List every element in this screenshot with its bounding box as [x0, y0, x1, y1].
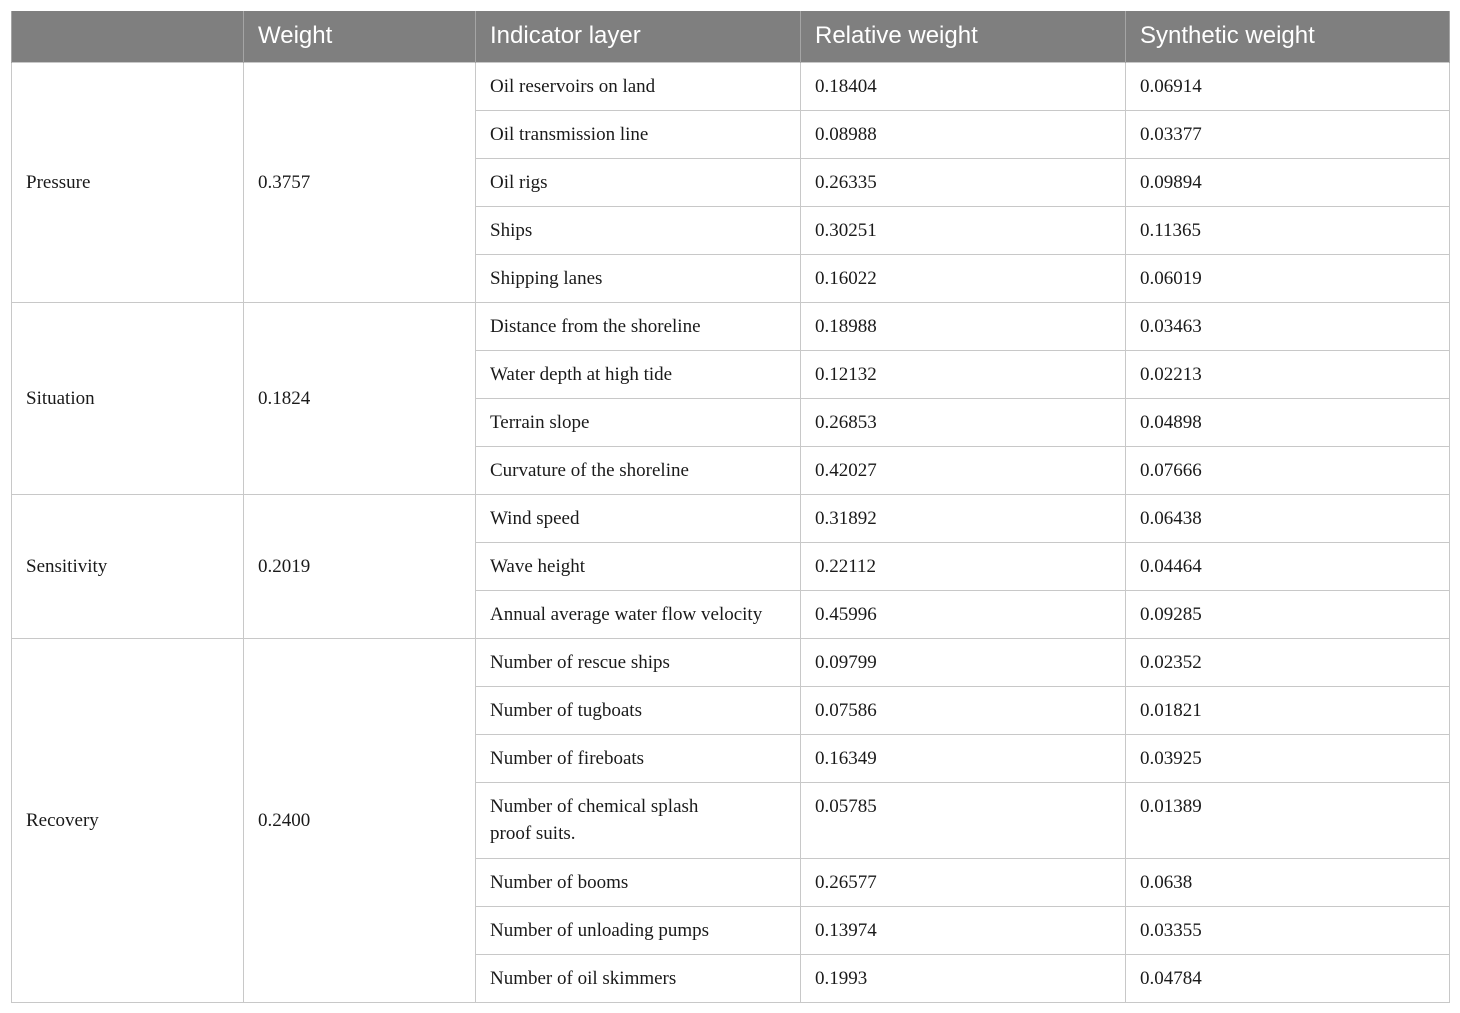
relative-weight-cell: 0.18988 [801, 302, 1126, 350]
header-indicator-layer: Indicator layer [476, 11, 801, 62]
indicator-cell: Oil rigs [476, 158, 801, 206]
relative-weight-cell: 0.16022 [801, 254, 1126, 302]
relative-weight-cell: 0.26853 [801, 398, 1126, 446]
criterion-cell: Situation [12, 302, 244, 494]
relative-weight-cell: 0.12132 [801, 350, 1126, 398]
criterion-cell: Pressure [12, 62, 244, 302]
indicator-cell: Number of tugboats [476, 686, 801, 734]
relative-weight-cell: 0.42027 [801, 446, 1126, 494]
indicator-cell: Number of fireboats [476, 734, 801, 782]
header-criterion [12, 11, 244, 62]
header-weight: Weight [244, 11, 476, 62]
table-body [12, 62, 1450, 1002]
table-row [12, 494, 1450, 542]
criterion-weight-cell: 0.2400 [244, 638, 476, 1002]
relative-weight-cell: 0.05785 [801, 782, 1126, 858]
synthetic-weight-cell: 0.04898 [1126, 398, 1450, 446]
indicator-cell: Annual average water flow velocity [476, 590, 801, 638]
synthetic-weight-cell: 0.06914 [1126, 62, 1450, 110]
criterion-weight-cell: 0.1824 [244, 302, 476, 494]
relative-weight-cell: 0.16349 [801, 734, 1126, 782]
table-row [12, 62, 1450, 110]
synthetic-weight-cell: 0.09285 [1126, 590, 1450, 638]
indicator-cell: Wind speed [476, 494, 801, 542]
table-row [12, 638, 1450, 686]
indicator-cell: Wave height [476, 542, 801, 590]
table-row [12, 302, 1450, 350]
relative-weight-cell: 0.26335 [801, 158, 1126, 206]
indicator-cell: Oil transmission line [476, 110, 801, 158]
relative-weight-cell: 0.13974 [801, 906, 1126, 954]
synthetic-weight-cell: 0.04784 [1126, 954, 1450, 1002]
header-row [12, 11, 1450, 62]
synthetic-weight-cell: 0.06438 [1126, 494, 1450, 542]
relative-weight-cell: 0.26577 [801, 858, 1126, 906]
indicator-cell: Shipping lanes [476, 254, 801, 302]
synthetic-weight-cell: 0.01389 [1126, 782, 1450, 858]
relative-weight-cell: 0.30251 [801, 206, 1126, 254]
indicator-cell: Terrain slope [476, 398, 801, 446]
indicator-cell: Water depth at high tide [476, 350, 801, 398]
indicator-cell: Number of rescue ships [476, 638, 801, 686]
relative-weight-cell: 0.07586 [801, 686, 1126, 734]
indicator-cell: Distance from the shoreline [476, 302, 801, 350]
synthetic-weight-cell: 0.0638 [1126, 858, 1450, 906]
indicator-cell: Number of chemical splash proof suits. [476, 782, 801, 858]
relative-weight-cell: 0.08988 [801, 110, 1126, 158]
relative-weight-cell: 0.09799 [801, 638, 1126, 686]
indicator-cell: Number of oil skimmers [476, 954, 801, 1002]
indicator-cell: Curvature of the shoreline [476, 446, 801, 494]
synthetic-weight-cell: 0.03925 [1126, 734, 1450, 782]
synthetic-weight-cell: 0.11365 [1126, 206, 1450, 254]
synthetic-weight-cell: 0.03355 [1126, 906, 1450, 954]
criterion-cell: Recovery [12, 638, 244, 1002]
indicator-cell: Ships [476, 206, 801, 254]
synthetic-weight-cell: 0.04464 [1126, 542, 1450, 590]
synthetic-weight-cell: 0.03377 [1126, 110, 1450, 158]
criterion-cell: Sensitivity [12, 494, 244, 638]
synthetic-weight-cell: 0.02213 [1126, 350, 1450, 398]
relative-weight-cell: 0.31892 [801, 494, 1126, 542]
criterion-weight-cell: 0.2019 [244, 494, 476, 638]
synthetic-weight-cell: 0.06019 [1126, 254, 1450, 302]
table-header [12, 11, 1450, 62]
relative-weight-cell: 0.18404 [801, 62, 1126, 110]
weights-table [11, 11, 1450, 1003]
indicator-cell: Oil reservoirs on land [476, 62, 801, 110]
synthetic-weight-cell: 0.07666 [1126, 446, 1450, 494]
header-synthetic-weight: Synthetic weight [1126, 11, 1450, 62]
synthetic-weight-cell: 0.03463 [1126, 302, 1450, 350]
indicator-cell: Number of unloading pumps [476, 906, 801, 954]
relative-weight-cell: 0.22112 [801, 542, 1126, 590]
relative-weight-cell: 0.1993 [801, 954, 1126, 1002]
synthetic-weight-cell: 0.02352 [1126, 638, 1450, 686]
relative-weight-cell: 0.45996 [801, 590, 1126, 638]
synthetic-weight-cell: 0.09894 [1126, 158, 1450, 206]
indicator-cell: Number of booms [476, 858, 801, 906]
synthetic-weight-cell: 0.01821 [1126, 686, 1450, 734]
criterion-weight-cell: 0.3757 [244, 62, 476, 302]
header-relative-weight: Relative weight [801, 11, 1126, 62]
